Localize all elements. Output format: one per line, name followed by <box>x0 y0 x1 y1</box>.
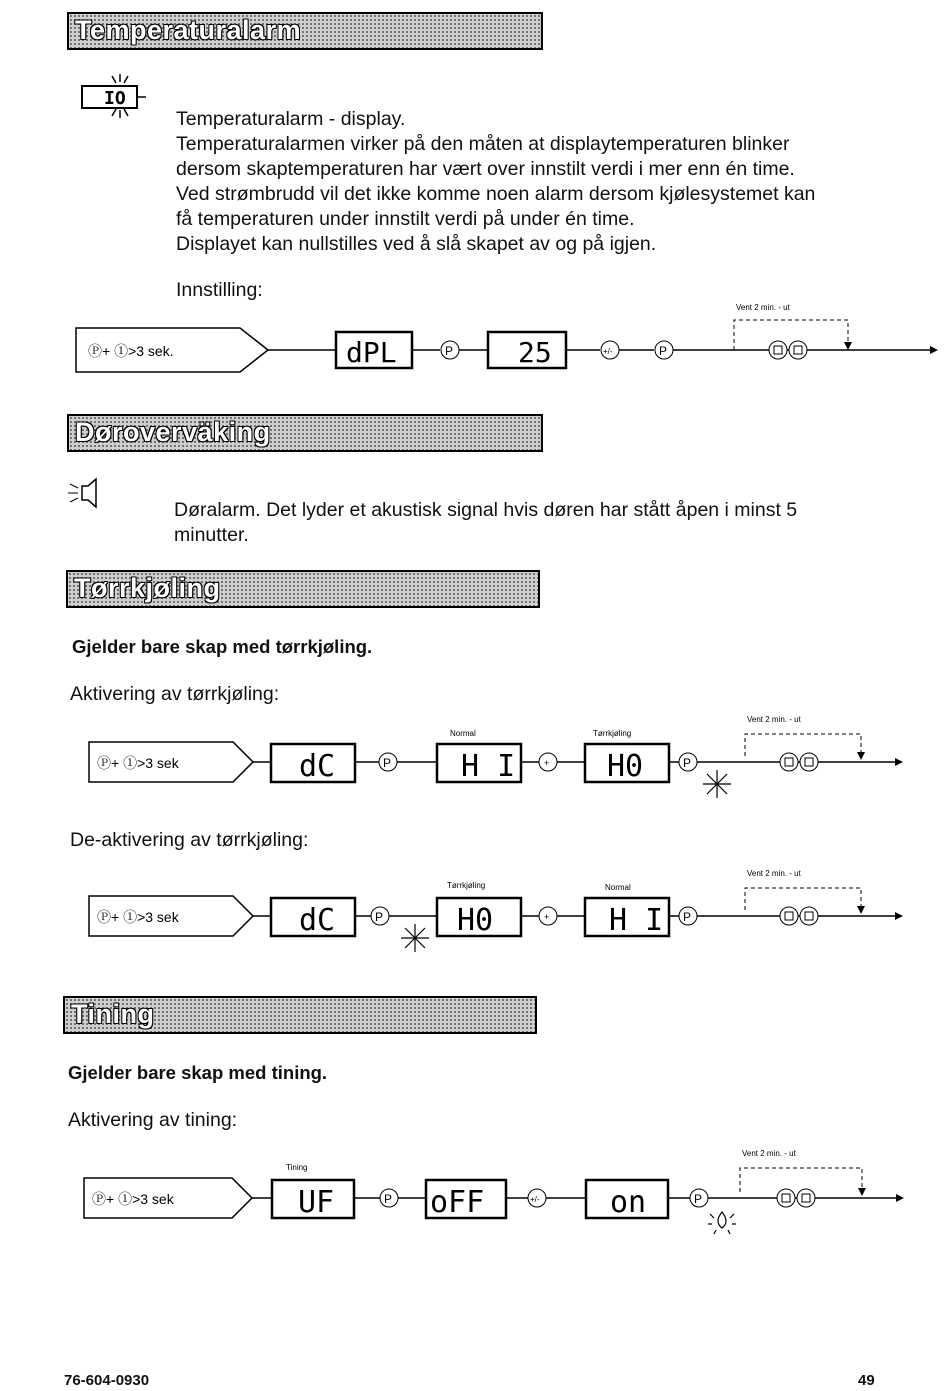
display-h0: H0 <box>457 903 494 938</box>
display-25: 25 <box>518 336 552 369</box>
door-alarm-text <box>174 498 904 548</box>
label-normal: Normal <box>605 883 631 892</box>
display-hi: H I <box>609 903 664 938</box>
display-icon-text: IO <box>104 88 126 109</box>
wait-label: Vent 2 min. - ut <box>736 303 790 312</box>
dry-applies-note: Gjelder bare skap med tørrkjøling. <box>72 636 373 657</box>
display-dpl: dPL <box>346 336 397 369</box>
line: Ved strømbrudd vil det ikke komme noen alarm dersom kjølesystemet kan <box>176 183 816 205</box>
dry-activation-label: Aktivering av tørrkjøling: <box>70 683 280 705</box>
section-heading-torrkjoling <box>66 570 540 608</box>
blink-star-icon <box>401 924 429 952</box>
wait-label: Vent 2 min. - ut <box>742 1149 796 1158</box>
svg-text:P: P <box>659 344 668 358</box>
start-combo: Ⓟ+ ①>3 sek <box>92 1191 174 1207</box>
svg-text:P: P <box>683 910 692 924</box>
heading-text: Tining <box>71 999 155 1029</box>
blinking-display-icon <box>80 72 150 120</box>
display-uf: UF <box>298 1185 335 1220</box>
diagram-dry-activation <box>85 710 915 806</box>
line: Temperaturalarmen virker på den måten at displaytemperaturen blinker <box>176 133 790 155</box>
display-on: on <box>610 1185 647 1220</box>
svg-text:P: P <box>445 344 454 358</box>
line: Døralarm. Det lyder et akustisk signal hvis døren har stått åpen i minst 5 <box>174 499 798 521</box>
label-torrkjoling: Tørrkjøling <box>593 729 632 738</box>
start-combo: Ⓟ+ ①>3 sek <box>97 755 179 771</box>
page-number: 49 <box>858 1372 875 1389</box>
label-tining: Tining <box>286 1163 308 1172</box>
diagram-temperature-setting <box>70 300 940 380</box>
svg-text:+/-: +/- <box>530 1195 540 1204</box>
svg-text:+: + <box>544 758 550 768</box>
line: minutter. <box>174 524 249 546</box>
section-heading-tining <box>63 996 537 1034</box>
start-combo: Ⓟ+ ①>3 sek. <box>88 343 174 359</box>
display-dc: dC <box>299 903 336 938</box>
heading-text: Temperaturalarm <box>75 15 302 45</box>
setting-label: Innstilling: <box>176 279 263 301</box>
wait-label: Vent 2 min. - ut <box>747 869 801 878</box>
svg-text:P: P <box>375 910 384 924</box>
heading-text: Døroverväking <box>75 417 271 447</box>
section-heading-doroverv <box>67 414 543 452</box>
defrost-applies-note: Gjelder bare skap med tining. <box>68 1062 328 1083</box>
display-h0: H0 <box>607 749 644 784</box>
display-dc: dC <box>299 749 336 784</box>
line: få temperaturen under innstilt verdi på under én time. <box>176 208 635 230</box>
display-off: oFF <box>430 1185 485 1220</box>
line: Displayet kan nullstilles ved å slå skapet av og på igjen. <box>176 233 657 255</box>
blink-star-icon <box>703 770 731 798</box>
start-combo: Ⓟ+ ①>3 sek <box>97 909 179 925</box>
display-hi: H I <box>461 749 516 784</box>
temp-alarm-text <box>176 107 896 257</box>
svg-text:P: P <box>384 1192 393 1206</box>
line: Temperaturalarm - display. <box>176 108 406 130</box>
svg-text:P: P <box>383 756 392 770</box>
label-normal: Normal <box>450 729 476 738</box>
doc-number: 76-604-0930 <box>64 1372 150 1389</box>
svg-text:+: + <box>544 912 550 922</box>
svg-text:P: P <box>694 1192 703 1206</box>
wait-label: Vent 2 min. - ut <box>747 715 801 724</box>
dry-deactivation-label: De-aktivering av tørrkjøling: <box>70 829 309 851</box>
blink-drop-icon <box>708 1212 736 1234</box>
svg-text:+/-: +/- <box>603 347 613 356</box>
speaker-icon <box>66 476 106 510</box>
line: dersom skaptemperaturen har vært over innstilt verdi i mer enn én time. <box>176 158 795 180</box>
section-heading-temperaturalarm <box>67 12 543 50</box>
diagram-defrost-activation <box>80 1146 915 1246</box>
heading-text: Tørrkjøling <box>74 573 221 603</box>
diagram-dry-deactivation <box>85 864 915 960</box>
label-torrkjoling: Tørrkjøling <box>447 881 486 890</box>
svg-text:P: P <box>683 756 692 770</box>
defrost-activation-label: Aktivering av tining: <box>68 1109 238 1131</box>
